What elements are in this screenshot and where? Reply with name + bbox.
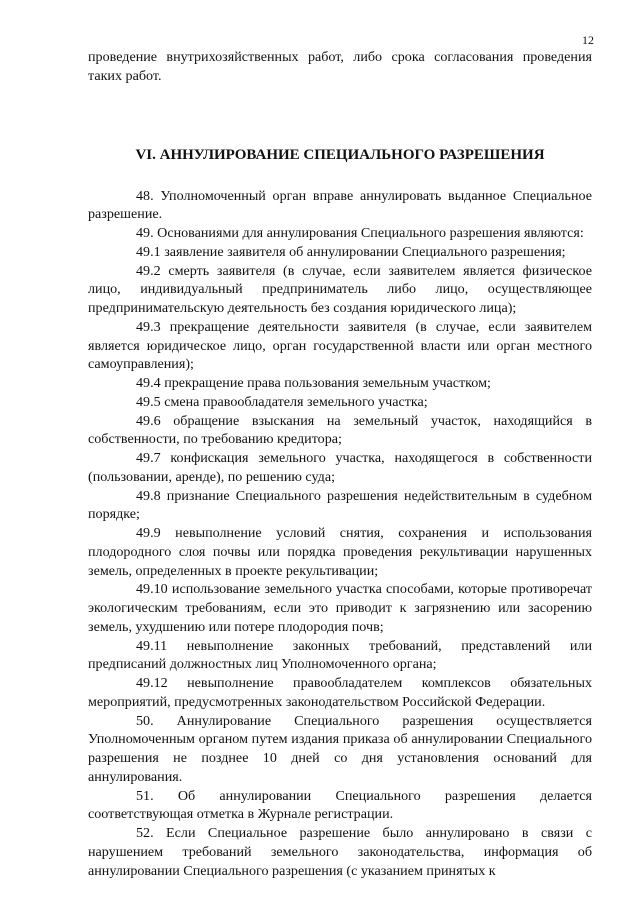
paragraph-49-9: 49.9 невыполнение условий снятия, сохранения и использования плодородного слоя почвы или порядка проведения рекультивации нарушенных земель, определенных в проекте рекультивации; — [88, 525, 592, 579]
paragraph-49-3: 49.3 прекращение деятельности заявителя (в случае, если заявителем является юридическое лицо, орган государственной власти или орган местного самоуправления); — [88, 318, 592, 373]
paragraph-49-12: 49.12 невыполнение правообладателем комплексов обязательных мероприятий, предусмотренных законодательством Российской Федерации. — [88, 675, 592, 710]
paragraph-49-4: 49.4 прекращение права пользования земельным участком; — [136, 375, 491, 391]
paragraph-49: 49. Основаниями для аннулирования Специального разрешения являются: — [136, 225, 584, 241]
paragraph-52: 52. Если Специальное разрешение было аннулировано в связи с нарушением требований земельного законодательства, информация об аннулировании Специального разрешения (с указанием принятых к — [88, 825, 592, 879]
paragraph-50: 50. Аннулирование Специального разрешения осуществляется Уполномоченным органом путем издания приказа об аннулировании Специального разрешения не позднее 10 дней со дня установления оснований для аннулирования. — [88, 712, 592, 785]
page-body — [88, 48, 592, 880]
paragraph-49-6: 49.6 обращение взыскания на земельный участок, находящийся в собственности, по требованию кредитора; — [88, 412, 592, 448]
paragraph-48: 48. Уполномоченный орган вправе аннулировать выданное Специальное разрешение. — [88, 187, 592, 223]
intro-paragraph: проведение внутрихозяйственных работ, либо срока согласования проведения таких работ. — [88, 49, 592, 84]
page-number: 12 — [582, 33, 594, 47]
paragraph-49-8: 49.8 признание Специального разрешения недействительным в судебном порядке; — [88, 487, 592, 523]
paragraph-49-10: 49.10 использование земельного участка способами, которые противоречат экологическим требованиям, если это приводит к загрязнению или засорению земель, ухудшению или потере плодородия почв; — [88, 581, 592, 635]
paragraph-49-2: 49.2 смерть заявителя (в случае, если заявителем является физическое лицо, индивидуальный предприниматель либо лицо, осуществляющее предпринимательскую деятельность без создания юридического лица); — [88, 262, 592, 316]
paragraph-49-5: 49.5 смена правообладателя земельного участка; — [136, 393, 428, 410]
section-title: VI. АННУЛИРОВАНИЕ СПЕЦИАЛЬНОГО РАЗРЕШЕНИЯ — [135, 146, 545, 163]
paragraph-49-1: 49.1 заявление заявителя об аннулировании Специального разрешения; — [136, 243, 566, 260]
paragraph-49-7: 49.7 конфискация земельного участка, находящегося в собственности (пользовании, аренде), по решению суда; — [88, 450, 592, 485]
paragraph-49-11: 49.11 невыполнение законных требований, представлений или предписаний должностных лиц Уполномоченного органа; — [88, 637, 592, 673]
paragraph-51: 51. Об аннулировании Специального разрешения делается соответствующая отметка в Журнале регистрации. — [88, 787, 592, 823]
